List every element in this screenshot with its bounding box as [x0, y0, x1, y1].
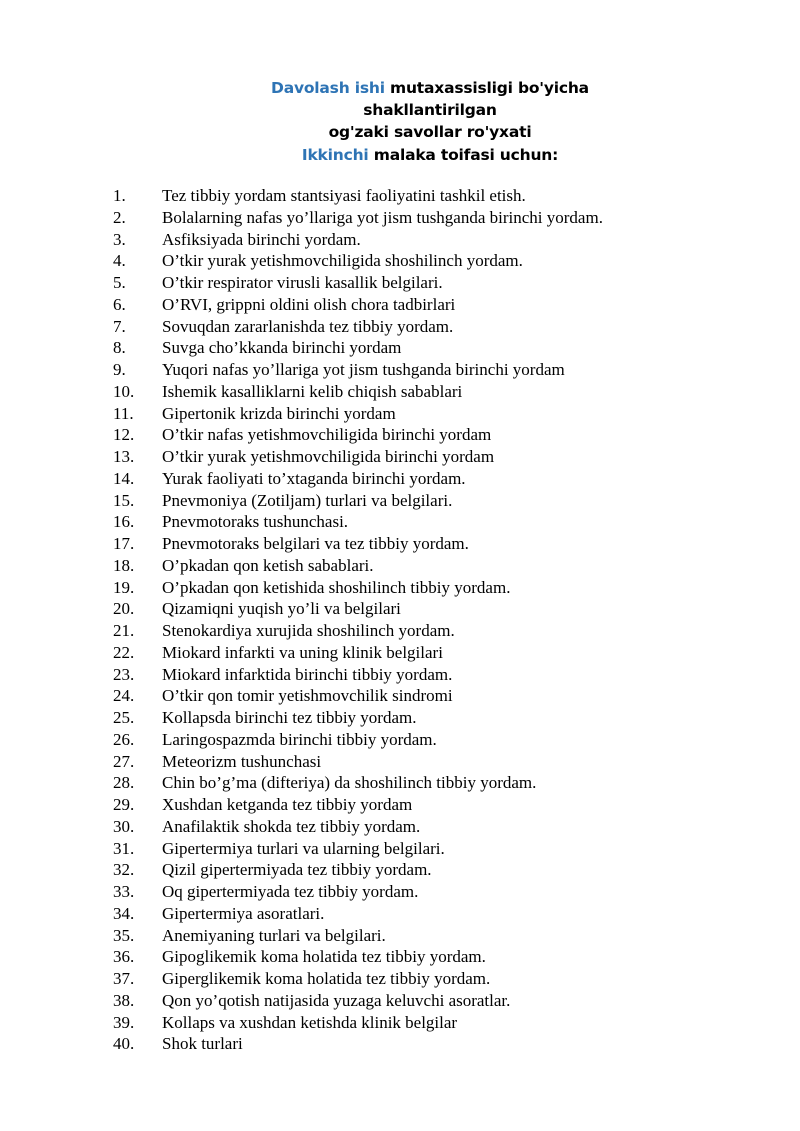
question-text: Miokard infarkti va uning klinik belgilari: [162, 642, 443, 662]
question-text: Suvga cho’kkanda birinchi yordam: [162, 338, 402, 358]
question-item: [113, 751, 773, 773]
question-text: O’tkir respirator virusli kasallik belgilari.: [162, 273, 443, 292]
question-number: 37.: [113, 969, 135, 988]
question-text: Qon yo’qotish natijasida yuzaga keluvchi asoratlar.: [162, 990, 511, 1010]
question-item: [113, 359, 773, 381]
question-number: 24.: [113, 686, 135, 706]
question-item: [113, 185, 773, 207]
question-number: 30.: [113, 816, 135, 836]
question-text: Miokard infarktida birinchi tibbiy yordam.: [162, 664, 453, 684]
question-text: Ishemik kasalliklarni kelib chiqish sabablari: [162, 381, 463, 401]
question-text: Asfiksiyada birinchi yordam.: [162, 229, 361, 249]
question-number: 10.: [113, 381, 135, 401]
question-number: 11.: [113, 403, 134, 423]
question-number: 23.: [113, 664, 135, 684]
question-number: 17.: [113, 534, 135, 553]
question-item: [113, 468, 773, 490]
question-text: Kollaps va xushdan ketishda klinik belgilar: [162, 1012, 458, 1032]
title-rest-text: mutaxassisligi bo'yicha shakllantirilgan: [363, 79, 589, 119]
question-item: [113, 968, 773, 990]
question-number: 39.: [113, 1012, 135, 1032]
question-text: Tez tibbiy yordam stantsiyasi faoliyatini tashkil etish.: [162, 186, 526, 205]
question-item: [113, 642, 773, 664]
question-number: 19.: [113, 577, 135, 597]
question-item: [113, 772, 773, 794]
question-item: [113, 555, 773, 577]
question-item: [113, 1012, 773, 1034]
question-text: Yuqori nafas yo’llariga yot jism tushganda birinchi yordam: [162, 360, 565, 379]
question-text: Giperglikemik koma holatida tez tibbiy yordam.: [162, 969, 491, 988]
question-text: Pnevmotoraks belgilari va tez tibbiy yordam.: [162, 534, 469, 553]
question-text: Yurak faoliyati to’xtaganda birinchi yordam.: [162, 468, 466, 488]
question-item: [113, 838, 773, 860]
document-subtitle: [205, 144, 655, 166]
question-number: 13.: [113, 447, 135, 466]
question-text: Laringospazmda birinchi tibbiy yordam.: [162, 729, 437, 749]
question-text: O’RVI, grippni oldini olish chora tadbirlari: [162, 294, 456, 314]
question-number: 8.: [113, 338, 126, 358]
question-number: 22.: [113, 642, 135, 662]
question-item: [113, 620, 773, 642]
question-text: Pnevmoniya (Zotiljam) turlari va belgilari.: [162, 490, 453, 510]
question-item: [113, 598, 773, 620]
question-text: Gipoglikemik koma holatida tez tibbiy yordam.: [162, 947, 486, 967]
question-item: [113, 490, 773, 512]
question-number: 28.: [113, 773, 135, 793]
question-item: [113, 946, 773, 968]
question-item: [113, 381, 773, 403]
question-text: Gipertermiya turlari va ularning belgilari.: [162, 838, 445, 858]
question-item: [113, 816, 773, 838]
question-text: Gipertonik krizda birinchi yordam: [162, 403, 396, 423]
question-text: O’pkadan qon ketishida shoshilinch tibbiy yordam.: [162, 577, 511, 597]
question-item: [113, 990, 773, 1012]
question-item: [113, 859, 773, 881]
question-text: O’tkir nafas yetishmovchiligida birinchi yordam: [162, 425, 492, 445]
question-text: Bolalarning nafas yo’llariga yot jism tushganda birinchi yordam.: [162, 207, 603, 227]
question-text: Anemiyaning turlari va belgilari.: [162, 925, 386, 945]
question-number: 36.: [113, 947, 135, 967]
question-number: 29.: [113, 795, 135, 814]
question-text: O’tkir qon tomir yetishmovchilik sindromi: [162, 686, 453, 706]
question-text: O’tkir yurak yetishmovchiligida shoshilinch yordam.: [162, 251, 523, 271]
question-item: [113, 294, 773, 316]
question-item: [113, 403, 773, 425]
question-item: [113, 881, 773, 903]
question-item: [113, 229, 773, 251]
question-text: Meteorizm tushunchasi: [162, 751, 322, 771]
question-number: 31.: [113, 838, 135, 858]
question-item: [113, 577, 773, 599]
question-number: 15.: [113, 490, 135, 510]
question-item: [113, 272, 773, 294]
question-item: [113, 1033, 773, 1055]
title-accent-text: Davolash ishi: [271, 79, 385, 97]
question-item: [113, 903, 773, 925]
question-number: 7.: [113, 316, 126, 336]
question-item: [113, 729, 773, 751]
question-number: 12.: [113, 425, 135, 445]
question-text: Sovuqdan zararlanishda tez tibbiy yordam.: [162, 316, 454, 336]
question-text: Anafilaktik shokda tez tibbiy yordam.: [162, 816, 421, 836]
question-number: 2.: [113, 207, 126, 227]
question-number: 5.: [113, 273, 126, 292]
question-number: 1.: [113, 186, 126, 205]
question-number: 25.: [113, 708, 135, 727]
question-item: [113, 424, 773, 446]
question-number: 35.: [113, 925, 135, 945]
question-text: Stenokardiya xurujida shoshilinch yordam.: [162, 621, 455, 640]
question-item: [113, 533, 773, 555]
question-number: 21.: [113, 621, 135, 640]
question-list: [113, 185, 773, 1055]
question-number: 18.: [113, 555, 135, 575]
question-number: 6.: [113, 294, 126, 314]
question-item: [113, 316, 773, 338]
question-text: Shok turlari: [162, 1034, 243, 1054]
question-text: Xushdan ketganda tez tibbiy yordam: [162, 795, 413, 814]
question-number: 34.: [113, 903, 135, 923]
question-text: Gipertermiya asoratlari.: [162, 903, 325, 923]
question-number: 4.: [113, 251, 126, 271]
question-item: [113, 250, 773, 272]
question-number: 38.: [113, 990, 135, 1010]
question-item: [113, 511, 773, 533]
question-item: [113, 707, 773, 729]
question-text: Oq gipertermiyada tez tibbiy yordam.: [162, 882, 419, 901]
question-text: Qizamiqni yuqish yo’li va belgilari: [162, 599, 401, 619]
question-number: 33.: [113, 882, 135, 901]
title-line-1: [205, 77, 655, 121]
question-item: [113, 446, 773, 468]
question-text: Pnevmotoraks tushunchasi.: [162, 512, 349, 532]
question-item: [113, 925, 773, 947]
question-number: 20.: [113, 599, 135, 619]
document-title: [205, 77, 655, 143]
question-number: 32.: [113, 860, 135, 880]
question-number: 16.: [113, 512, 135, 532]
question-item: [113, 664, 773, 686]
question-text: O’pkadan qon ketish sabablari.: [162, 555, 374, 575]
question-text: Qizil gipertermiyada tez tibbiy yordam.: [162, 860, 432, 880]
subtitle-accent-text: Ikkinchi: [301, 146, 369, 164]
subtitle-rest-text: malaka toifasi uchun:: [368, 146, 559, 164]
question-number: 3.: [113, 229, 126, 249]
question-number: 9.: [113, 360, 126, 379]
question-number: 40.: [113, 1034, 135, 1054]
question-item: [113, 337, 773, 359]
question-text: Kollapsda birinchi tez tibbiy yordam.: [162, 708, 417, 727]
question-text: O’tkir yurak yetishmovchiligida birinchi yordam: [162, 447, 495, 466]
question-number: 26.: [113, 729, 135, 749]
question-number: 14.: [113, 468, 135, 488]
question-item: [113, 685, 773, 707]
question-item: [113, 794, 773, 816]
question-text: Chin bo’g’ma (difteriya) da shoshilinch tibbiy yordam.: [162, 773, 537, 793]
question-number: 27.: [113, 751, 135, 771]
title-line-2: og'zaki savollar ro'yxati: [328, 123, 532, 141]
question-item: [113, 207, 773, 229]
